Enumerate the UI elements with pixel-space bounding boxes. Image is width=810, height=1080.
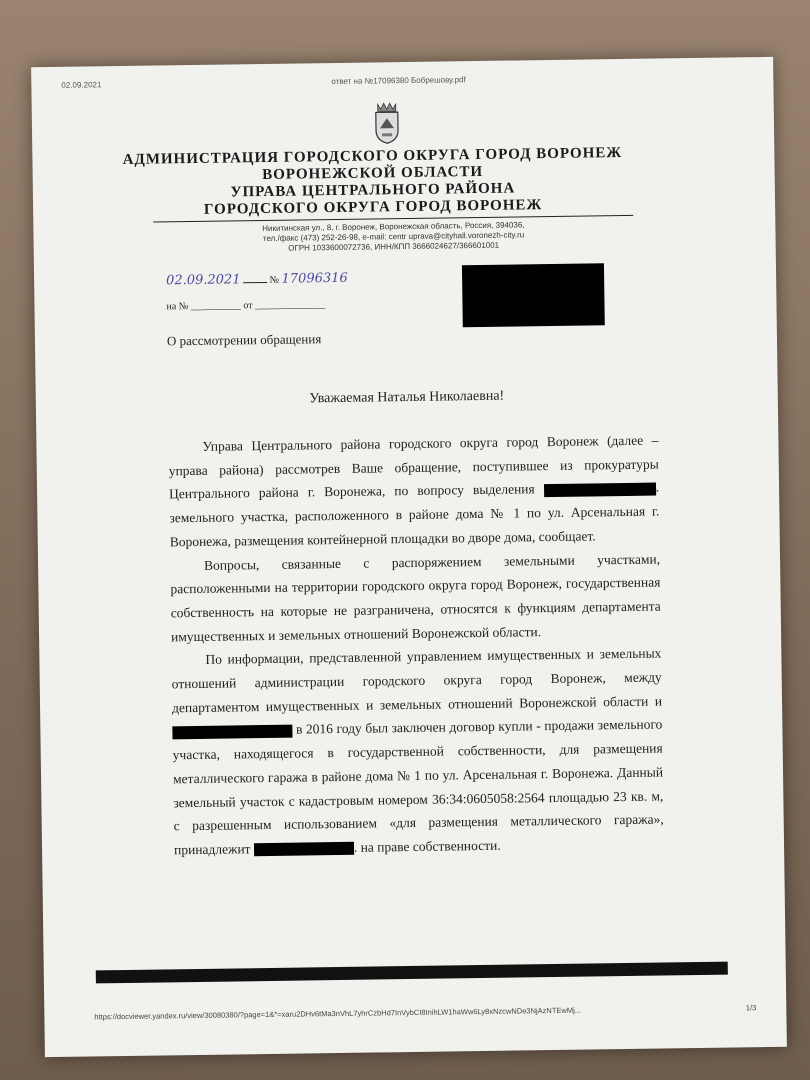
- letterhead: [92, 145, 653, 221]
- coat-of-arms-icon: [370, 100, 405, 144]
- page-number: 1/3: [745, 1003, 757, 1013]
- letterhead-line-3: УПРАВА ЦЕНТРАЛЬНОГО РАЙОНА: [230, 180, 516, 201]
- letterhead-line-4: ГОРОДСКОГО ОКРУГА ГОРОД ВОРОНЕЖ: [203, 197, 543, 218]
- contacts-phone: тел./факс (473) 252-26-98, e-mail: centr upravа@cityhall.voronezh-city.ru: [262, 230, 525, 244]
- from-label: от: [243, 300, 253, 312]
- paragraph-1: Управа Центрального района городского округа город Воронеж (далее – управа района) рассмотрев Ваше обращение, поступившее из прокуратуры Центрального района г. Воронежа, по вопросу выделения . земельного участка, расположенного в районе дома № 1 по ул. Арсенальная г. Воронежа, размещения контейнерной площадки во дворе дома, сообщает.: [168, 432, 660, 550]
- letterhead-line-1: АДМИНИСТРАЦИЯ ГОРОДСКОГО ОКРУГА ГОРОД ВОРОНЕЖ: [122, 144, 623, 168]
- letterhead-contacts: [213, 220, 573, 255]
- reference-line: [166, 299, 325, 312]
- reference-blank: __________: [190, 300, 241, 313]
- paragraph-3: По информации, представленной управлением имущественных и земельных отношений администрации городского округа город Воронеж, между департаментом имущественных и земельных отношений Воронежской области и в 2016 году был заключен договор купли - продажи земельного участка, находящегося в государственной собственности, для размещения металлического гаража в районе дома № 1 по ул. Арсенальная г. Воронежа. Данный земельный участок с кадастровым номером 36:34:0605058:2564 площадью 23 кв. м, с разрешенным использованием «для размещения металлического гаража», принадлежит . на праве собственности.: [171, 645, 664, 858]
- registration-number-sign: №: [269, 274, 280, 286]
- registration-line: [166, 271, 348, 289]
- letter-subject: О рассмотрении обращения: [166, 331, 322, 349]
- paragraph-2: Вопросы, связанные с распоряжением земельными участками, расположенными на территории городского округа город Воронеж, государственная собственность на которые не разграничена, относятся к функциям департамента имущественных и земельных отношений Воронежской области.: [170, 551, 661, 644]
- registration-date: 02.09.2021: [166, 272, 241, 289]
- footer-url: https://docviewer.yandex.ru/view/30080380/?page=1&*=xaru2DHv6tMa3nVhL7yhrCzbHd7InVybCI8InihLW1haWw6Ly8xNzcwNDe3NjAzNTEwMj...: [94, 1005, 582, 1022]
- print-filename: ответ на №17096380 Бобрешову.pdf: [331, 75, 466, 87]
- reference-label: на №: [166, 301, 189, 313]
- from-blank: ______________: [254, 299, 326, 312]
- letter-body: [168, 429, 664, 862]
- print-date: 02.09.2021: [61, 80, 102, 90]
- redacted-name: [544, 482, 656, 497]
- redacted-name: [172, 724, 292, 739]
- letterhead-line-2: ВОРОНЕЖСКОЙ ОБЛАСТИ: [262, 163, 484, 184]
- print-header: [31, 71, 773, 90]
- letter-greeting: Уважаемая Наталья Николаевна!: [309, 388, 505, 407]
- redacted-name: [254, 842, 354, 856]
- redaction-bar: [96, 962, 728, 984]
- contacts-address: Никитинская ул., 8, г. Воронеж, Воронежская область, Россия, 394036,: [262, 220, 525, 234]
- print-footer: [94, 1003, 756, 1021]
- redacted-addressee: [462, 263, 605, 327]
- registration-number: 17096316: [281, 270, 348, 287]
- contacts-ogrn: ОГРН 1033600072736, ИНН/КПП 3666024627/366601001: [288, 240, 500, 253]
- letter-page: [31, 57, 787, 1057]
